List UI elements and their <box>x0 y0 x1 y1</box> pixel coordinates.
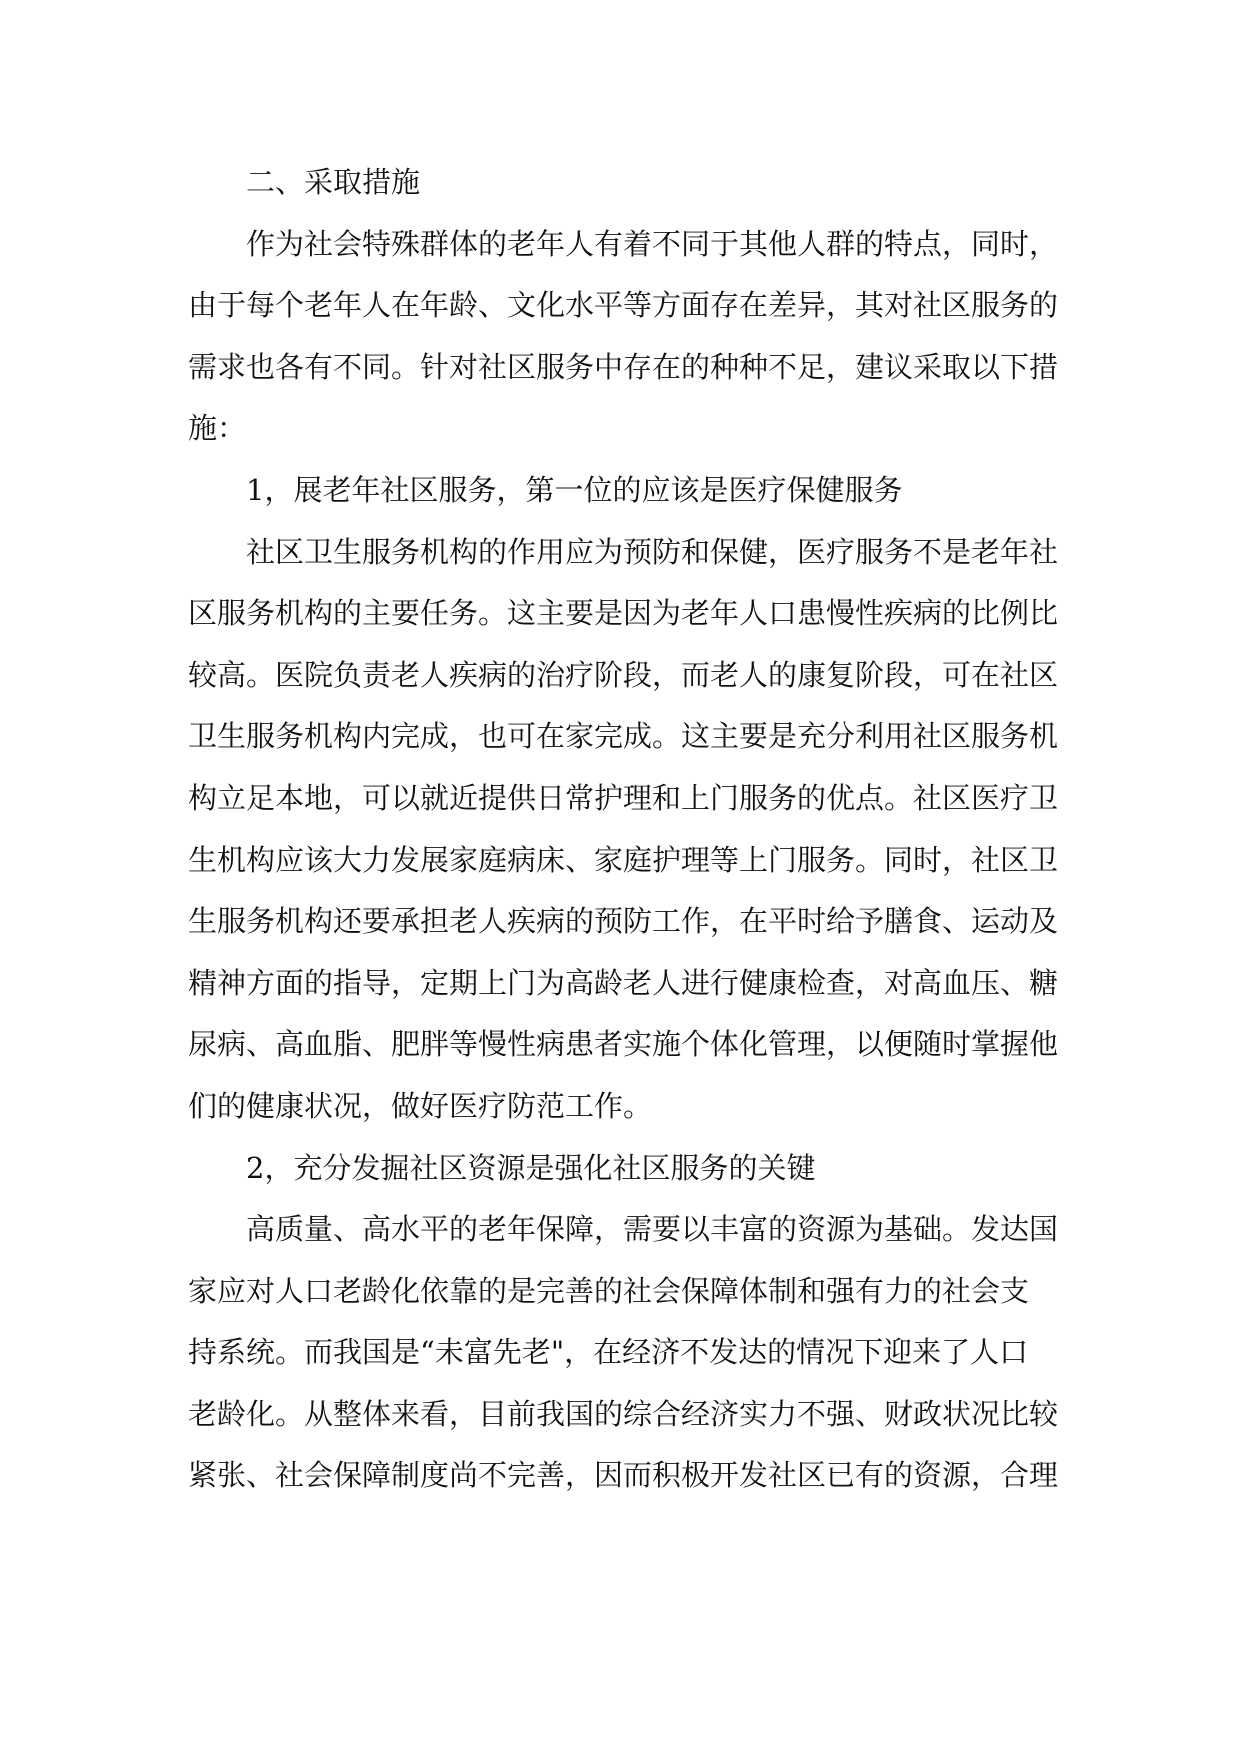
paragraph-line: 尿病、高血脂、肥胖等慢性病患者实施个体化管理，以便随时掌握他 <box>188 1027 1058 1062</box>
paragraph-line: 社区卫生服务机构的作用应为预防和保健，医疗服务不是老年社 <box>246 534 1058 569</box>
paragraph-line: 较高。医院负责老人疾病的治疗阶段，而老人的康复阶段，可在社区 <box>188 657 1058 692</box>
paragraph-line: 构立足本地，可以就近提供日常护理和上门服务的优点。社区医疗卫 <box>188 780 1058 815</box>
subheading: 2，充分发掘社区资源是强化社区服务的关键 <box>246 1150 816 1185</box>
paragraph-line: 施： <box>188 411 247 446</box>
paragraph-line: 老龄化。从整体来看，目前我国的综合经济实力不强、财政状况比较 <box>188 1396 1058 1431</box>
section-heading: 二、采取措施 <box>246 165 421 199</box>
paragraph-line: 生机构应该大力发展家庭病床、家庭护理等上门服务。同时，社区卫 <box>188 842 1058 877</box>
paragraph-line: 们的健康状况，做好医疗防范工作。 <box>188 1088 653 1123</box>
paragraph-line: 生服务机构还要承担老人疾病的预防工作，在平时给予膳食、运动及 <box>188 904 1058 939</box>
paragraph-line: 作为社会特殊群体的老年人有着不同于其他人群的特点，同时， <box>246 226 1058 261</box>
paragraph-line: 家应对人口老龄化依靠的是完善的社会保障体制和强有力的社会支 <box>188 1273 1030 1308</box>
paragraph-line: 高质量、高水平的老年保障，需要以丰富的资源为基础。发达国 <box>246 1212 1058 1247</box>
paragraph-line: 区服务机构的主要任务。这主要是因为老年人口患慢性疾病的比例比 <box>188 596 1058 631</box>
subheading: 1，展老年社区服务，第一位的应该是医疗保健服务 <box>246 472 903 507</box>
paragraph-line: 需求也各有不同。针对社区服务中存在的种种不足，建议采取以下措 <box>188 349 1058 384</box>
paragraph-line: 精神方面的指导，定期上门为高龄老人进行健康检查，对高血压、糖 <box>188 965 1058 1000</box>
paragraph-line: 卫生服务机构内完成，也可在家完成。这主要是充分利用社区服务机 <box>188 719 1058 754</box>
paragraph-line: 紧张、社会保障制度尚不完善，因而积极开发社区已有的资源，合理 <box>188 1458 1058 1493</box>
paragraph-line: 持系统。而我国是“未富先老"，在经济不发达的情况下迎来了人口 <box>188 1335 1029 1370</box>
document-body <box>188 152 1058 1507</box>
paragraph-line: 由于每个老年人在年龄、文化水平等方面存在差异，其对社区服务的 <box>188 288 1058 323</box>
